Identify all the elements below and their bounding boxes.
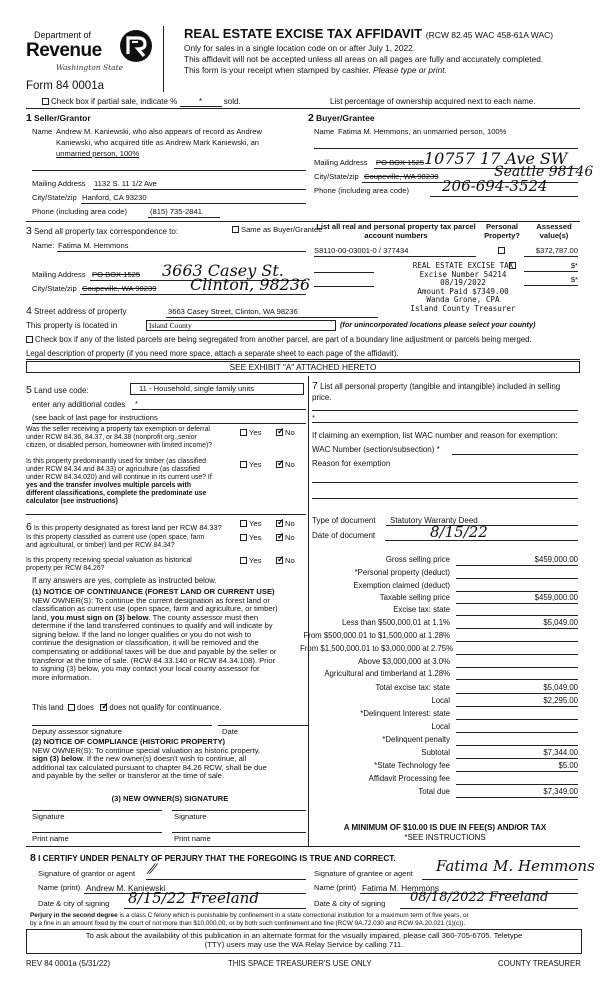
segregation-row: Check box if any of the listed parcels are being segregated from another parcel, are part of a boundary line adjustment or parcels being merged. [26, 336, 532, 345]
forest-q1: 6 Is this property designated as forest land per RCW 84.33? [26, 521, 222, 533]
exempt-heading: If claiming an exemption, list WAC number and reason for exemption: [312, 431, 558, 440]
county-select-value: Island County [149, 321, 192, 330]
calc-row-label: Total due [418, 787, 450, 796]
parcel-col-header: List all real and personal property tax parcel account numbers [316, 222, 476, 240]
calc-row-label: Above $3,000,000 at 3.0% [358, 657, 450, 666]
logo-revenue-text: Revenue [26, 40, 102, 61]
grantor-date-handwritten[interactable]: 8/15/22 Freeland [128, 889, 259, 907]
treasurer-stamp [398, 262, 528, 313]
owner-sig-label-2: Signature [174, 812, 207, 821]
buyer-city-handwritten[interactable]: Seattle 98146 [494, 164, 594, 180]
stamp-line-3: 08/19/2022 [440, 278, 486, 287]
calc-row-label: Local [431, 696, 450, 705]
wac-label: WAC Number (section/subsection) * [312, 445, 440, 454]
grantor-date-label: Date & city of signing [38, 899, 110, 908]
personal-star[interactable]: * [312, 413, 315, 422]
q1-yes-checkbox[interactable] [240, 429, 247, 436]
calc-row-label: Total excise tax: state [375, 683, 450, 692]
forest-q2-no-checkbox[interactable] [276, 534, 283, 541]
doc-type-label: Type of document [312, 516, 376, 525]
percent-note: List percentage of ownership acquired next to each name. [330, 97, 536, 106]
landuse-heading: 5 Land use code: [26, 384, 89, 396]
forest-q1-no-checkbox[interactable] [276, 520, 283, 527]
new-owner-signature-head: (3) NEW OWNER(S) SIGNATURE [111, 794, 229, 803]
personal-property-col-header: Personal Property? [484, 222, 520, 240]
calc-row-label: Local [431, 722, 450, 731]
calc-row-label: Less than $500,000.01 at 1.1% [342, 618, 450, 627]
calc-row-label: Taxable selling price [379, 593, 450, 602]
partial-sale-percent[interactable]: * [180, 97, 222, 107]
grantee-sig-label: Signature of grantee or agent [314, 869, 413, 878]
grantor-name-label: Name (print) [38, 883, 81, 892]
doc-type-value[interactable]: Statutory Warranty Deed [390, 516, 478, 525]
grantor-signature-mark-icon[interactable]: ⁄⁄ [150, 862, 155, 878]
stamp-line-4: Amount Paid $7349.00 [417, 286, 509, 296]
q1-no-option: ✓ No [276, 429, 295, 438]
street-value[interactable]: 3663 Casey Street, Clinton, WA 98236 [168, 307, 298, 316]
form-title: REAL ESTATE EXCISE TAX AFFIDAVIT (RCW 82.45 WAC 458-61A WAC) [184, 26, 554, 41]
parcel3-assessed-value[interactable]: $* [570, 275, 578, 284]
q1-yes-option: Yes [240, 429, 261, 438]
calc-row-label: *State Technology fee [374, 761, 450, 770]
partial-sale-row: Check box if partial sale, indicate % * sold. [42, 97, 241, 107]
any-yes-note: If any answers are yes, complete as instructed below. [32, 576, 217, 585]
buyer-city-struck: Coupeville, WA 98239 [364, 172, 439, 181]
forest-q2-no-option: ✓ No [276, 534, 295, 543]
q2-text: Is this property predominantly used for timber (as classified under RCW 84.34 and 84.33) or agriculture (as classified under RCW 84.34.020) and will continue in its current use? If yes and the transfer involves multiple parcels with different classifications, complete the predominate use calculator (see instructions) [26, 458, 212, 505]
footer-treasurer-use: THIS SPACE TREASURER'S USE ONLY [228, 959, 372, 968]
forest-q3-no-checkbox[interactable] [276, 557, 283, 564]
additional-codes-value[interactable]: * [135, 399, 138, 408]
calc-row-value[interactable]: $459,000.00 [534, 593, 578, 602]
back-note: (see back of last page for instructions [32, 413, 158, 422]
continuance-row: This land does ✓ does not qualify for continuance. [32, 704, 222, 713]
buyer-name-label: Name [314, 127, 335, 136]
same-as-buyer-checkbox[interactable] [232, 226, 239, 233]
continuance-does-checkbox[interactable] [68, 704, 75, 711]
landuse-select-value: 11 - Household, single family units [139, 384, 255, 393]
additional-codes-label: enter any additional codes [32, 400, 126, 409]
forest-q3: Is this property receiving special valuation as historical property per RCW 84.26? [26, 557, 192, 572]
seller-phone-value[interactable]: (815) 735-2841 [150, 207, 202, 216]
continuance-does-not-checkbox[interactable] [100, 704, 107, 711]
segregation-checkbox[interactable] [26, 336, 33, 343]
parcel2-assessed-value[interactable]: $* [570, 261, 578, 270]
seller-name-l1[interactable]: Andrew M. Kaniewski, who also appears of record as Andrew [56, 127, 262, 136]
calc-row-label: Affidavit Processing fee [368, 774, 450, 783]
corr-name-label: Name: [32, 241, 55, 250]
grantee-name-value[interactable]: Fatima M. Hemmons [362, 883, 439, 893]
calc-row-label: *Delinquent Interest: state [360, 709, 450, 718]
calc-row-label: Excise tax: state [393, 605, 450, 614]
stamp-line-5: Wanda Grone, CPA [426, 295, 500, 304]
buyer-mail-struck: PO BOX 1525 [376, 158, 425, 167]
deputy-date-label: Date [222, 727, 239, 736]
buyer-city-label: City/State/zip [314, 172, 359, 181]
seller-name-label: Name [32, 127, 53, 136]
see-instructions-note: *SEE INSTRUCTIONS [404, 833, 486, 842]
calc-row-label: From $1,500,000.01 to $3,000,000 at 2.75% [300, 644, 454, 653]
buyer-heading: 2 Buyer/Grantee [308, 112, 375, 124]
county-select[interactable] [146, 320, 336, 331]
q1-text: Was the seller receiving a property tax exemption or deferral under RCW 84.36, 84.37, or 84.38 (nonprofit org.,senior citizen, or disabled person, homeowner with limited income)? [26, 426, 213, 449]
q2-yes-checkbox[interactable] [240, 461, 247, 468]
forest-q3-yes-checkbox[interactable] [240, 557, 247, 564]
owner-print-label-1: Print name [32, 834, 69, 843]
footer-rev: REV 84 0001a (5/31/22) [26, 959, 111, 968]
doc-date-handwritten[interactable]: 8/15/22 [430, 523, 488, 541]
calc-row-value[interactable]: $2,295.00 [543, 696, 578, 705]
logo-state-text: Washington State [56, 63, 124, 72]
grantee-date-label: Date & city of signing [314, 899, 386, 908]
select-arrow-icon: ' [330, 321, 332, 327]
calc-row-value[interactable]: $7,349.00 [543, 787, 578, 796]
partial-sale-checkbox[interactable] [42, 98, 49, 105]
owner-print-label-2: Print name [174, 834, 211, 843]
calc-row-label: Agricultural and timberland at 1.28% [324, 669, 450, 678]
form-number: Form 84 0001a [26, 80, 104, 92]
calc-row-value[interactable]: $5,049.00 [543, 683, 578, 692]
buyer-mail-handwritten[interactable]: 10757 17 Ave SW [424, 149, 568, 168]
seller-city-value[interactable]: Hanford, CA 93230 [82, 193, 147, 202]
calc-row-label: Subtotal [421, 748, 450, 757]
doc-date-label: Date of document [312, 531, 376, 540]
corr-name-value[interactable]: Fatima M. Hemmons [58, 241, 129, 250]
calc-row-value[interactable]: $459,000.00 [534, 555, 578, 564]
personal-property-list: 7 List all personal property (tangible and intangible) included in selling price. [312, 380, 561, 402]
header-line-3: This form is your receipt when stamped by cashier. Please type or print. [184, 65, 447, 75]
forest-q1-yes-option: Yes [240, 520, 261, 529]
stamp-line-2: Excise Number 54214 [419, 269, 507, 279]
logo-department-text: Department of [34, 30, 92, 40]
seller-heading: 1 Seller/Grantor [26, 112, 91, 124]
located-label: This property is located in [26, 321, 118, 330]
calc-row-label: Gross selling price [385, 555, 450, 564]
calc-row-value[interactable]: $7,344.00 [543, 748, 578, 757]
dor-emblem-icon [118, 28, 154, 64]
seller-mail-value[interactable]: 1132 S. 11 1/2 Ave [94, 179, 157, 188]
q2-yes-option: Yes [240, 461, 261, 470]
legal-description-box[interactable] [26, 361, 580, 373]
uninc-note: (for unincorporated locations please select your county) [340, 320, 536, 329]
parcel-assessed-value[interactable]: $372,787.00 [535, 246, 578, 255]
q2-no-option: ✓ No [276, 461, 295, 470]
seller-city-label: City/State/zip [32, 193, 77, 202]
owner-sig-label-1: Signature [32, 812, 65, 821]
grantor-sig-label: Signature of grantor or agent [38, 869, 136, 878]
forest-q2: Is this property classified as current use (open space, farm and agricultural, or timber) land per RCW 84.34? [26, 534, 205, 549]
forest-q3-yes-option: Yes [240, 557, 261, 566]
forest-q3-no-option: ✓ No [276, 557, 295, 566]
same-as-buyer-row: Same as Buyer/Grantee [232, 226, 322, 235]
buyer-phone-handwritten[interactable]: 206-694-3524 [442, 177, 548, 195]
minimum-note: A MINIMUM OF $10.00 IS DUE IN FEE(S) AND/OR TAX [343, 823, 547, 832]
forest-q1-no-option: ✓ No [276, 520, 295, 529]
corr-mail-struck: PO BOX 1525 [92, 270, 141, 279]
grantor-name-value[interactable]: Andrew M. Kaniewski [86, 883, 166, 893]
q2-no-checkbox[interactable] [276, 461, 283, 468]
deputy-signature-label: Deputy assessor signature [32, 727, 122, 736]
seller-phone-label: Phone (including area code) [32, 207, 127, 216]
accessibility-notice: To ask about the availability of this publication in an alternate format for the visually impaired, please call 360-705-6705. Teletype (TTY) users may use the WA Relay Service by calling 711. [26, 929, 582, 954]
seller-mail-label: Mailing Address [32, 179, 86, 188]
grantee-signature-handwritten[interactable]: Fatima M. Hemmons [436, 857, 595, 875]
calc-row-label: From $500,000.01 to $1,500,000 at 1.28% [303, 631, 450, 640]
notice-compliance: (2) NOTICE OF COMPLIANCE (HISTORIC PROPERTY) NEW OWNER(S): To continue special valuation as historic property, sign (3) below. If the new owner(s) doesn't wish to continue, all additional tax calculated pursuant to chapter 84.26 RCW, shall be due and payable by the seller or transferor at the time of sale. [32, 737, 267, 781]
buyer-mail-label: Mailing Address [314, 158, 368, 167]
legal-label: Legal description of property (if you need more space, attach a separate sheet to each page of the affidavit). [26, 349, 399, 358]
footer-county: COUNTY TREASURER [498, 959, 581, 968]
street-row: 4 Street address of property [26, 305, 127, 317]
dor-logo [26, 24, 154, 80]
assessed-value-col-header: Assessed value(s) [536, 222, 572, 240]
corr-city-handwritten[interactable]: Clinton, 98236 [190, 275, 311, 294]
corr-city-label: City/State/zip [32, 284, 77, 293]
q1-no-checkbox[interactable] [276, 429, 283, 436]
forest-q2-yes-option: Yes [240, 534, 261, 543]
calc-row-value[interactable]: $5,049.00 [543, 618, 578, 627]
certify-statement: 8 I CERTIFY UNDER PENALTY OF PERJURY THAT THE FOREGOING IS TRUE AND CORRECT. [30, 852, 396, 864]
corr-mail-handwritten[interactable]: 3663 Casey St. [162, 261, 284, 280]
header-line-2: This affidavit will not be accepted unless all areas on all pages are fully and accurately completed. [184, 54, 544, 64]
correspondence-heading: 3 Send all property tax correspondence to: [26, 225, 179, 237]
perjury-notice: Perjury in the second degree is a class C felony which is punishable by confinement in a state correctional institution for a maximum term of five years, or by a fine in an amount fixed by the court of not more than $10,000.00, or by both such confinement and fine (RCW 9A.72.030 and RCW 9A.20.021 (1)(c)). [30, 912, 469, 927]
grantee-name-label: Name (print) [314, 883, 357, 892]
calc-row-label: *Delinquent penalty [382, 735, 450, 744]
corr-mail-label: Mailing Address [32, 270, 86, 279]
forest-q1-yes-checkbox[interactable] [240, 520, 247, 527]
header-line-1: Only for sales in a single location code on or after July 1, 2022. [184, 43, 416, 53]
calc-row-value[interactable]: $5.00 [558, 761, 578, 770]
legal-description-value: SEE EXHIBIT "A" ATTACHED HERETO [229, 362, 377, 372]
notice-continuance: (1) NOTICE OF CONTINUANCE (FOREST LAND OR CURRENT USE) NEW OWNER(S): To continue the current designation as forest land or classification as current use (open space, farm and agriculture, or timber) land, you must sign on (3) below. The county assessor must then determine if the land transferred continues to qualify and will indicate by signing below. If the land no longer qualifies or you do not wish to continue the designation or classification, it will be removed and the compensating or additional taxes will be due and payable by the seller or transferor at the time of sale. (RCW 84.33.140 or RCW 84.34.108). Prior to signing (3) below, you may contact your local county assessor for more information. [32, 587, 278, 682]
stamp-line-6: Island County Treasurer [410, 303, 516, 313]
grantee-date-handwritten[interactable]: 08/18/2022 Freeland [410, 890, 549, 905]
calc-row-label: *Personal property (deduct) [354, 568, 450, 577]
corr-city-struck: Coupeville, WA 98239 [82, 284, 157, 293]
parcel-number[interactable]: S8110-00-03001-0 / 377434 [314, 246, 409, 255]
forest-q2-yes-checkbox[interactable] [240, 534, 247, 541]
buyer-name-value[interactable]: Fatima M. Hemmons, an unmarried person, 100% [338, 127, 507, 136]
buyer-phone-label: Phone (including area code) [314, 186, 409, 195]
seller-name-l2[interactable]: Kaniewski, who acquired title as Andrew Mark Kaniewski, an [56, 138, 260, 147]
parcel-personal-checkbox[interactable] [498, 247, 505, 254]
stamp-line-1: REAL ESTATE EXCISE TAX [412, 261, 514, 270]
landuse-select[interactable] [130, 383, 304, 395]
calc-row-label: Exemption claimed (deduct) [353, 581, 450, 590]
reason-label: Reason for exemption [312, 459, 391, 468]
seller-name-l3[interactable]: unmarried person, 100% [56, 149, 140, 158]
